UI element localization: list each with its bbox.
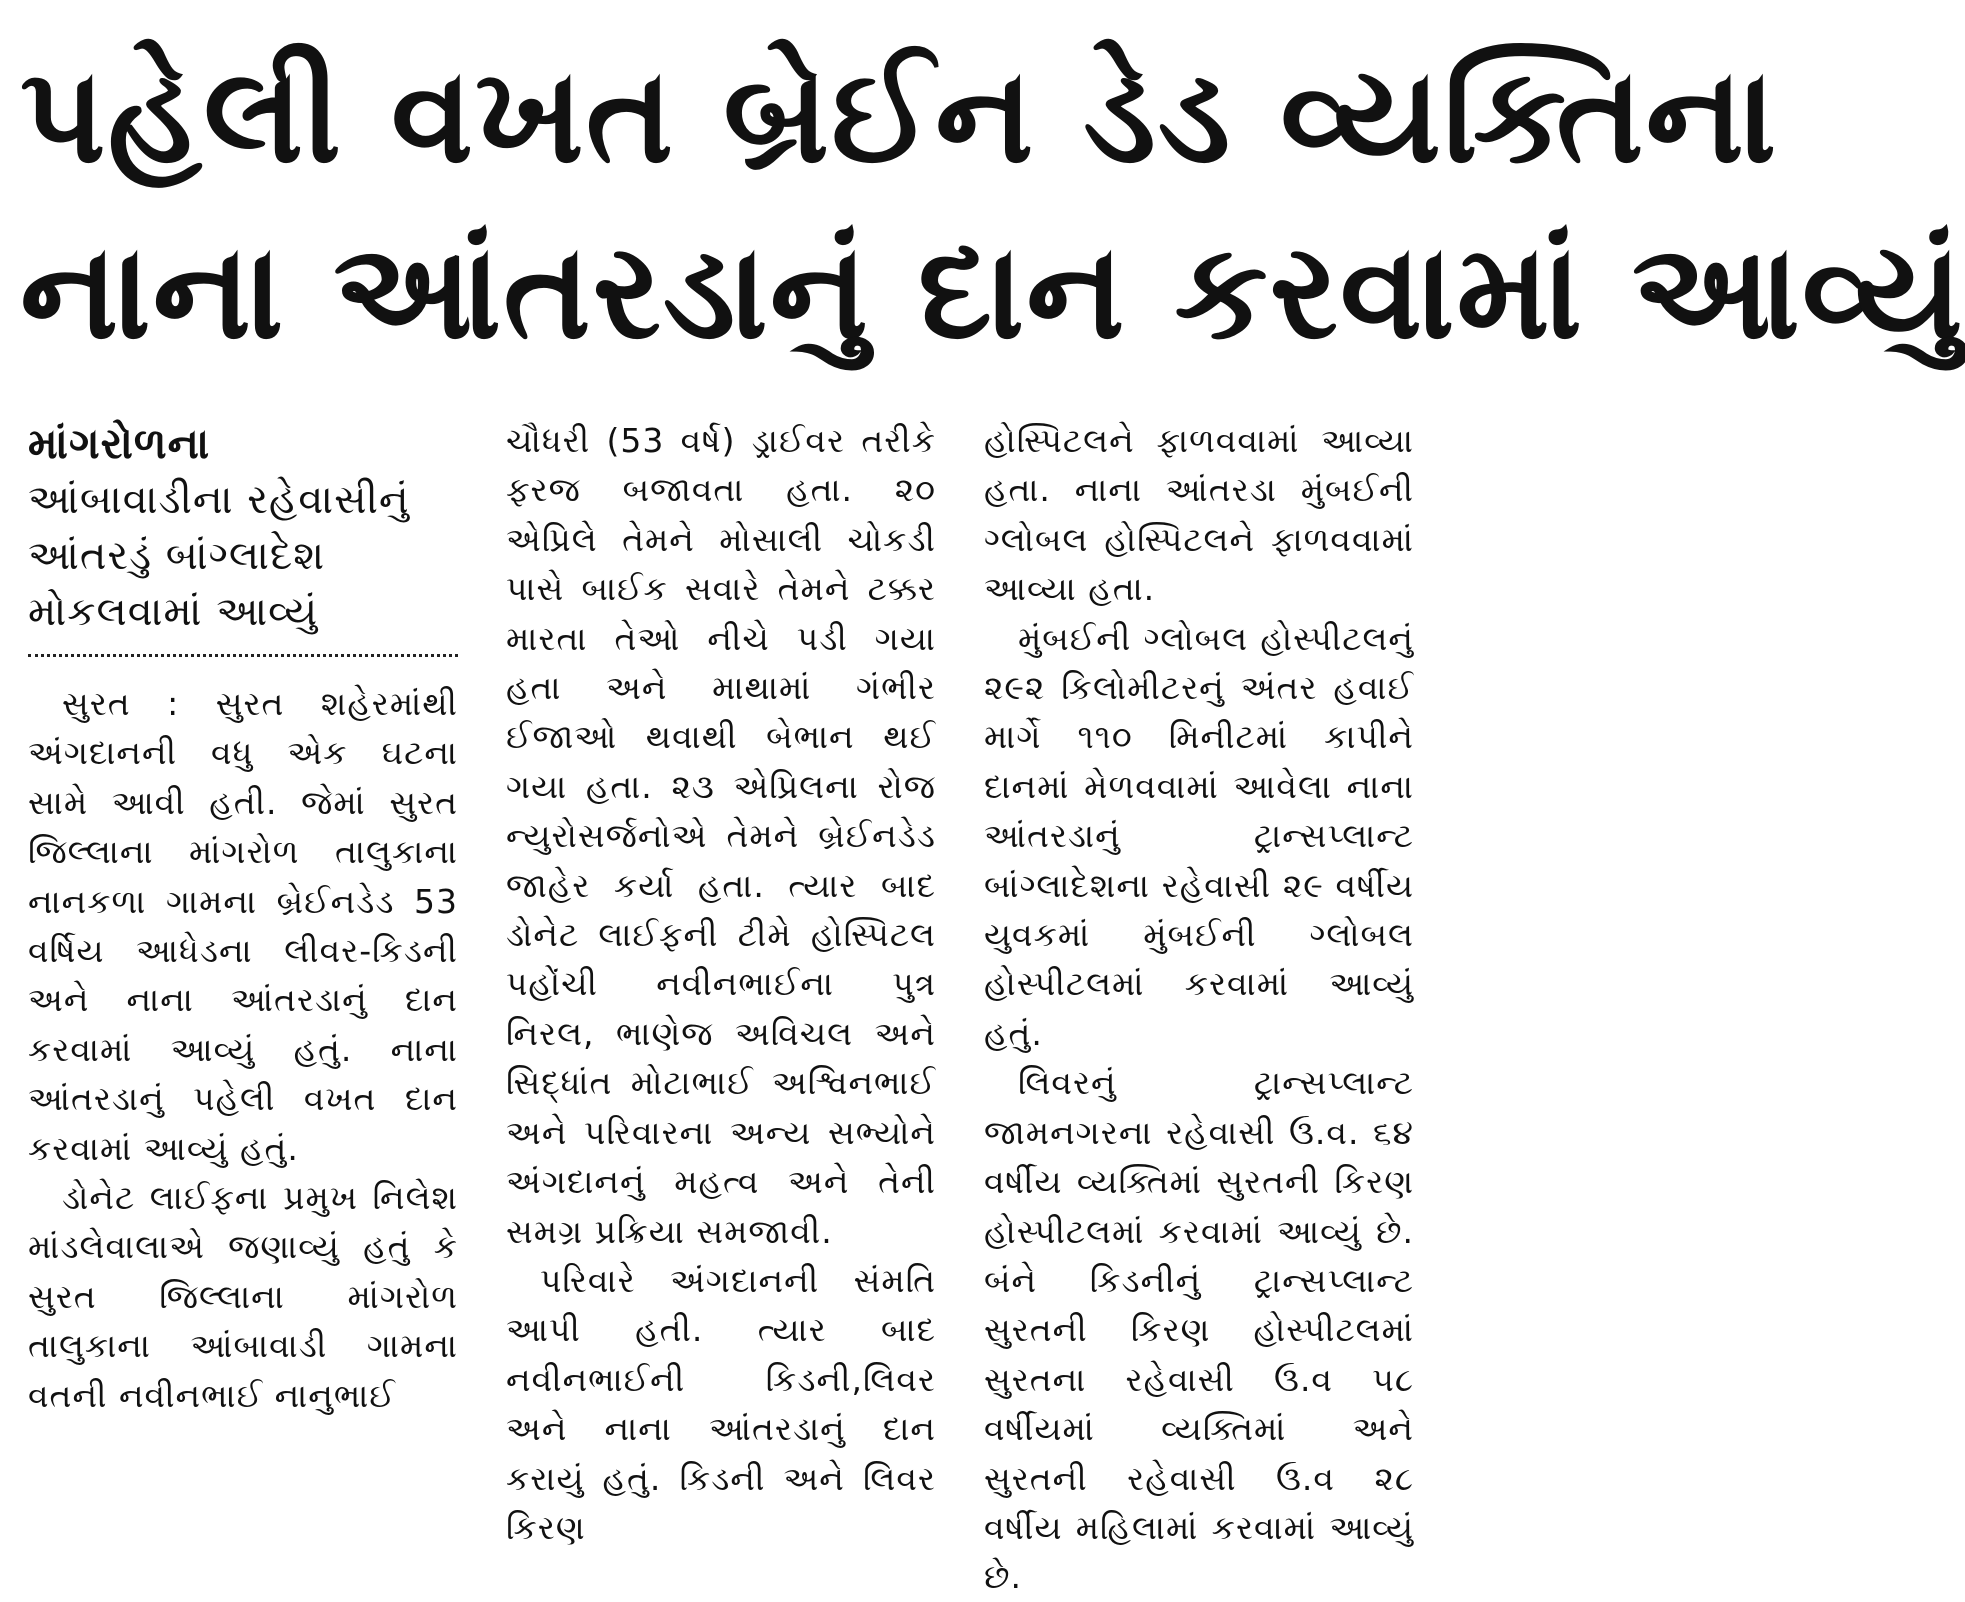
paragraph-3-continued: હોસ્પિટલને ફાળવવામાં આવ્યા હતા. નાના આંતરડા મુંબઈની ગ્લોબલ હોસ્પિટલને ફાળવવામાં આવ્યા હતા. [984, 421, 1414, 609]
column-1 [28, 416, 458, 1420]
paragraph-4: મુંબઈની ગ્લોબલ હોસ્પીટલનું ૨૯૨ કિલોમીટરનું અંતર હવાઈ માર્ગે ૧૧૦ મિનીટમાં કાપીને દાનમાં મેળવવામાં આવેલા નાના આંતરડાનું ટ્રાન્સપ્લાન્ટ બાંગ્લાદેશના રહેવાસી ૨૯ વર્ષીય યુવકમાં મુંબઈની ગ્લોબલ હોસ્પીટલમાં કરવામાં આવ્યું હતું. [984, 618, 1414, 1053]
paragraph-2-continued: ચૌધરી (53 વર્ષ) ડ્રાઈવર તરીકે ફરજ બજાવતા હતા. ૨૦ એપ્રિલે તેમને મોસાલી ચોકડી પાસે બાઈક સવારે તેમને ટક્કર મારતા તેઓ નીચે પડી ગયા હતા અને માથામાં ગંભીર ઈજાઓ થવાથી બેભાન થઈ ગયા હતા. ૨૩ એપ્રિલના રોજ ન્યુરોસર્જનોએ તેમને બ્રેઈનડેડ જાહેર કર્યા હતા. ત્યાર બાદ ડોનેટ લાઈફની ટીમે હોસ્પિટલ પહોંચી નવીનભાઈના પુત્ર નિરલ, ભાણેજ અવિચલ અને સિદ્ધાંત મોટાભાઈ અશ્વિનભાઈ અને પરિવારના અન્ય સભ્યોને અંગદાનનું મહત્વ અને તેની સમગ્ર પ્રક્રિયા સમજાવી. [506, 421, 936, 1251]
paragraph-5: લિવરનું ટ્રાન્સપ્લાન્ટ જામનગરના રહેવાસી ઉ.વ. ૬૪ વર્ષીય વ્યક્તિમાં સુરતની કિરણ હોસ્પીટલમાં કરવામાં આવ્યું છે. બંને કિડનીનું ટ્રાન્સપ્લાન્ટ સુરતની કિરણ હોસ્પીટલમાં સુરતના રહેવાસી ઉ.વ ૫૮ વર્ષીયમાં વ્યક્તિમાં અને સુરતની રહેવાસી ઉ.વ ૨૮ વર્ષીય મહિલામાં કરવામાં આવ્યું છે. [984, 1063, 1414, 1597]
headline [20, 28, 1965, 380]
headline-line-2: નાના આંતરડાનું દાન કરવામાં આવ્યું [20, 215, 1965, 369]
paragraph-1: સુરત : સુરત શહેરમાંથી અંગદાનની વધુ એક ઘટના સામે આવી હતી. જેમાં સુરત જિલ્લાના માંગરોળ તાલુકાના નાનકળા ગામના બ્રેઈનડેડ 53 વર્ષિય આધેડના લીવર-કિડની અને નાના આંતરડાનું દાન કરવામાં આવ્યું હતું. નાના આંતરડાનું પહેલી વખત દાન કરવામાં આવ્યું હતું. [28, 684, 458, 1168]
column-3 [984, 416, 1414, 1602]
paragraph-3-start: પરિવારે અંગદાનની સંમતિ આપી હતી. ત્યાર બાદ નવીનભાઈની કિડની,લિવર અને નાના આંતરડાનું દાન કરાયું હતું. કિડની અને લિવર કિરણ [506, 1260, 936, 1547]
subheadline-rest: આંબાવાડીના રહેવાસીનું આંતરડું બાંગ્લાદેશ મોકલવામાં આવ્યું [28, 477, 410, 635]
subheadline-lead: માંગરોળના [28, 419, 211, 468]
paragraph-2-start: ડોનેટ લાઈફના પ્રમુખ નિલેશ માંડલેવાલાએ જણાવ્યું હતું કે સુરત જિલ્લાના માંગરોળ તાલુકાના આંબાવાડી ગામના વતની નવીનભાઈ નાનુભાઈ [28, 1178, 458, 1415]
column-2 [506, 416, 936, 1552]
subheadline [28, 416, 458, 657]
headline-line-1: પહેલી વખત બ્રેઈન ડેડ વ્યક્તિના [20, 39, 1779, 193]
